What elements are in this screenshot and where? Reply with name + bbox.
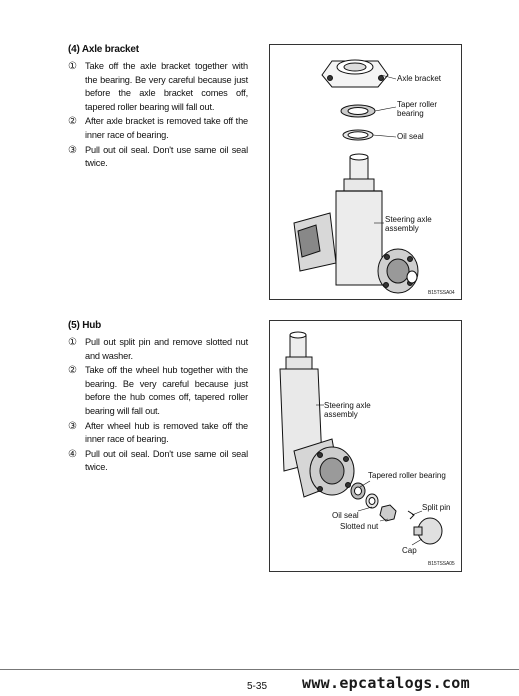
step-item: [68, 420, 248, 447]
step-item: [68, 144, 248, 171]
section-axle-bracket: [68, 44, 248, 172]
step-text: Pull out oil seal. Don't use same oil seal twice.: [85, 448, 248, 473]
section-hub: [68, 320, 248, 476]
label-oil-seal: Oil seal: [397, 132, 424, 141]
label-oil-seal: Oil seal: [332, 511, 359, 520]
step-item: [68, 336, 248, 363]
label-steering-axle-assembly: Steering axle assembly: [324, 401, 371, 419]
step-number: ③: [68, 144, 77, 156]
step-text: Take off the wheel hub together with the bearing. Be very careful because just before the hub comes off, tapered roller bearing will fall out.: [85, 365, 248, 416]
step-number: ③: [68, 420, 77, 432]
step-text: Pull out split pin and remove slotted nut and washer.: [85, 337, 248, 361]
hub-illustration: [270, 321, 463, 573]
section-title: (4) Axle bracket: [68, 44, 139, 55]
step-number: ②: [68, 116, 77, 128]
page-number: 5-35: [247, 681, 268, 692]
figure-code: B15TSSA04: [428, 290, 455, 296]
step-text: Take off the axle bracket together with the bearing. Be very careful because just before the axle bracket comes off, tapered roller bearing will fall out.: [85, 61, 248, 112]
label-taper-roller-bearing: Taper roller bearing: [397, 100, 438, 118]
step-item: [68, 115, 248, 142]
step-item: [68, 448, 248, 475]
step-list: [68, 60, 248, 171]
step-text: After axle bracket is removed take off the inner race of bearing.: [85, 116, 248, 140]
watermark-link[interactable]: www.epcatalogs.com: [302, 674, 470, 692]
step-number: ①: [68, 337, 77, 348]
label-split-pin: Split pin: [422, 503, 451, 512]
figure-axle-bracket: [269, 44, 462, 300]
step-text: After wheel hub is removed take off the inner race of bearing.: [85, 420, 248, 445]
figure-hub: [269, 320, 462, 572]
step-list: [68, 336, 248, 475]
step-text: Pull out oil seal. Don't use same oil seal twice.: [85, 144, 248, 169]
step-item: [68, 60, 248, 114]
step-item: [68, 364, 248, 418]
label-axle-bracket: Axle bracket: [397, 74, 442, 83]
step-number: ①: [68, 61, 77, 72]
section-title: (5) Hub: [68, 320, 102, 331]
step-number: ④: [68, 448, 77, 460]
step-number: ②: [68, 365, 77, 377]
footer-divider: [0, 669, 519, 670]
figure-code: B15TSSA05: [428, 561, 455, 567]
axle-bracket-illustration: [270, 45, 463, 301]
label-tapered-roller-bearing: Tapered roller bearing: [368, 471, 446, 480]
label-slotted-nut: Slotted nut: [340, 522, 379, 531]
label-cap: Cap: [402, 546, 417, 555]
label-steering-axle-assembly: Steering axle assembly: [385, 215, 432, 233]
